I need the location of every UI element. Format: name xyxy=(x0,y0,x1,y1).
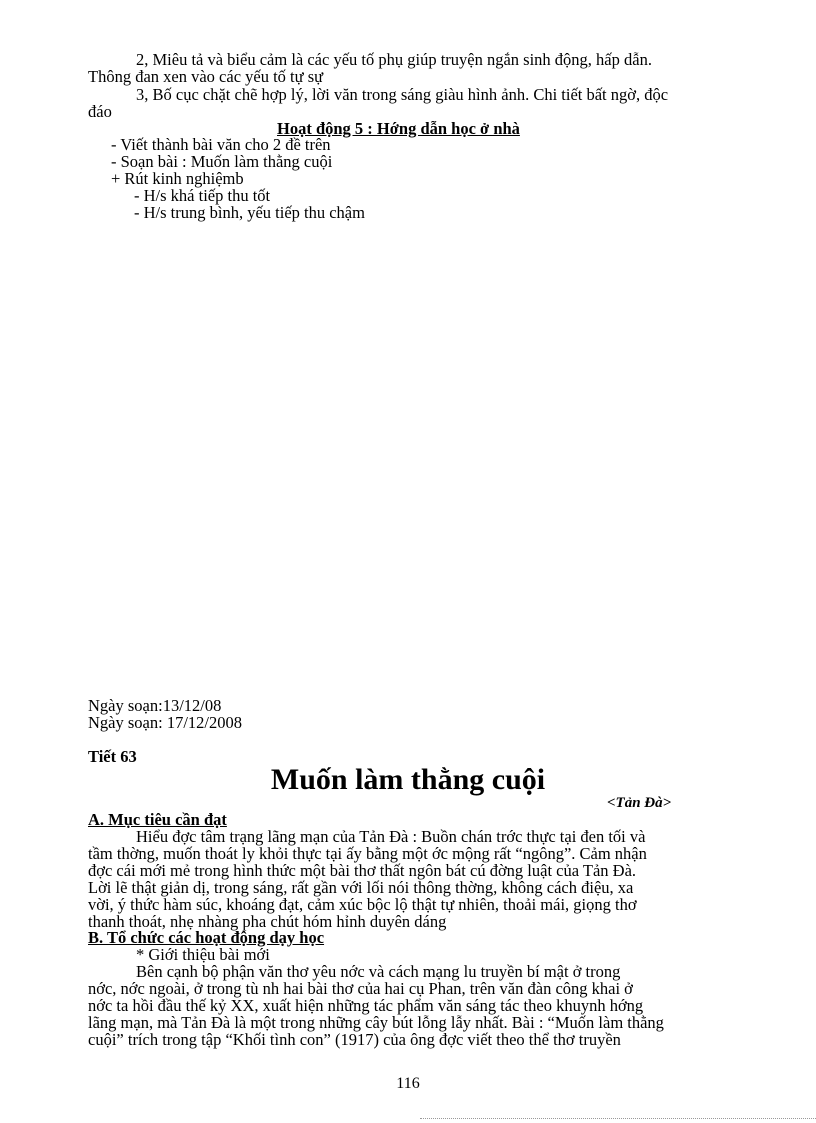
section-a-heading: A. Mục tiêu cần đạt xyxy=(88,810,227,829)
date-prepared: Ngày soạn:13/12/08 xyxy=(88,696,222,715)
activity-5-heading: Hoạt động 5 : Hớng dẫn học ở nhà xyxy=(277,119,520,138)
activity-item: - Soạn bài : Muốn làm thằng cuội xyxy=(111,152,333,171)
experience-item: - H/s trung bình, yếu tiếp thu chậm xyxy=(134,203,365,222)
section-b-heading: B. Tổ chức các hoạt động dạy học xyxy=(88,928,325,947)
page-number: 116 xyxy=(396,1075,420,1092)
intro-label: * Giới thiệu bài mới xyxy=(136,945,270,964)
date-taught: Ngày soạn: 17/12/2008 xyxy=(88,713,242,732)
section-b-line: cuội” trích trong tập “Khối tình con” (1917) của ông đợc viết theo thể thơ truyền xyxy=(88,1030,621,1049)
period-label: Tiết 63 xyxy=(88,747,137,766)
section-b-line: nớc ta hồi đầu thế kỷ XX, xuất hiện những tác phẩm văn sáng tác theo khuynh hớng xyxy=(88,996,644,1015)
paragraph-2-line-1: 2, Miêu tả và biểu cảm là các yếu tố phụ giúp truyện ngắn sinh động, hấp dẫn. xyxy=(136,50,652,69)
experience-item: - H/s khá tiếp thu tốt xyxy=(134,186,271,205)
section-a-line: tầm thờng, muốn thoát ly khỏi thực tại ấy bằng một ớc mộng rất “ngông”. Cảm nhận xyxy=(88,844,647,863)
section-a-line: thanh thoát, nhẹ nhàng pha chút hóm hỉnh duyên dáng xyxy=(88,912,447,931)
section-b-line: nớc, nớc ngoài, ở trong tù nh hai bài thơ của hai cụ Phan, trên văn đàn công khai ở xyxy=(88,979,633,998)
experience-heading: + Rút kinh nghiệmb xyxy=(111,169,244,188)
section-b-line: lãng mạn, mà Tản Đà là một trong những cây bút lỗng lẫy nhất. Bài : “Muốn làm thằng xyxy=(88,1013,664,1032)
section-a-line: vời, ý thức hàm súc, khoáng đạt, cảm xúc bộc lộ thật tự nhiên, thoải mái, giọng thơ xyxy=(88,895,637,914)
lesson-author: <Tản Đà> xyxy=(607,795,672,811)
lesson-title: Muốn làm thằng cuội xyxy=(270,763,546,796)
section-a-line: đợc cái mới mẻ trong hình thức một bài thơ thất ngôn bát cú đờng luật của Tản Đà. xyxy=(88,861,637,880)
paragraph-3-line-2: đáo xyxy=(88,102,112,121)
section-b-line: Bên cạnh bộ phận văn thơ yêu nớc và cách mạng lu truyền bí mật ở trong xyxy=(136,962,621,981)
paragraph-2-line-2: Thông đan xen vào các yếu tố tự sự xyxy=(88,67,324,86)
section-a-line: Lời lẽ thật giản dị, trong sáng, rất gần với lối nói thông thờng, không cách điệu, xa xyxy=(88,878,634,897)
page-bottom-divider xyxy=(420,1118,816,1119)
activity-item: - Viết thành bài văn cho 2 đề trên xyxy=(111,135,331,154)
paragraph-3-line-1: 3, Bố cục chặt chẽ hợp lý, lời văn trong sáng giàu hình ảnh. Chi tiết bất ngờ, độc xyxy=(136,85,669,104)
section-a-line: Hiểu đợc tâm trạng lãng mạn của Tản Đà : Buồn chán trớc thực tại đen tối và xyxy=(136,827,646,846)
